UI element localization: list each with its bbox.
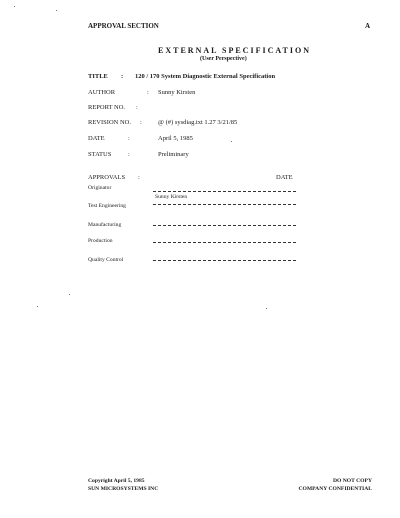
report-label: REPORT NO. xyxy=(88,104,126,111)
approvals-separator: : xyxy=(138,174,140,181)
company-line: SUN MICROSYSTEMS INC xyxy=(88,486,159,492)
scan-speck xyxy=(14,6,15,7)
title-label: TITLE xyxy=(88,73,108,80)
scan-speck xyxy=(69,294,70,295)
status-value: Preliminary xyxy=(158,151,189,158)
scan-speck xyxy=(266,308,267,309)
approval-row-label: Originator xyxy=(88,185,112,191)
approvals-date-heading: DATE xyxy=(276,174,293,181)
date-value: April 5, 1985 xyxy=(158,135,193,142)
signature-line xyxy=(153,191,296,192)
approvals-heading: APPROVALS xyxy=(88,174,126,181)
approval-row-label: Test Engineering xyxy=(88,203,126,209)
author-separator: : xyxy=(147,89,149,96)
signature-line xyxy=(153,204,296,205)
confidential-notice: COMPANY CONFIDENTIAL xyxy=(298,486,372,492)
report-separator: : xyxy=(136,104,138,111)
title-value: 120 / 170 System Diagnostic External Specification xyxy=(135,73,276,80)
signature-line xyxy=(153,225,296,226)
spec-title: EXTERNAL SPECIFICATION xyxy=(158,46,311,55)
status-separator: : xyxy=(128,151,130,158)
date-label: DATE xyxy=(88,135,105,142)
signature-line xyxy=(153,242,296,243)
approval-row-label: Manufacturing xyxy=(88,222,122,228)
copyright-line: Copyright April 5, 1985 xyxy=(88,478,145,484)
scan-speck xyxy=(231,141,232,142)
section-heading: APPROVAL SECTION xyxy=(88,22,159,30)
approval-row-signer: Sunny Kirsten xyxy=(155,194,188,200)
revision-separator: : xyxy=(140,119,142,126)
approval-row-label: Production xyxy=(88,238,113,244)
section-marker: A xyxy=(365,22,371,30)
scan-speck xyxy=(56,10,57,11)
date-separator: : xyxy=(128,135,130,142)
spec-subtitle: (User Perspective) xyxy=(200,56,247,62)
status-label: STATUS xyxy=(88,151,112,158)
do-not-copy-notice: DO NOT COPY xyxy=(332,478,372,484)
author-label: AUTHOR xyxy=(88,89,116,96)
approval-row-label: Quality Control xyxy=(88,257,124,263)
author-value: Sunny Kirsten xyxy=(158,89,196,96)
revision-label: REVISION NO. xyxy=(88,119,131,126)
signature-line xyxy=(153,260,296,261)
title-separator: : xyxy=(121,73,124,80)
revision-value: @ (#) sysdiag.txt 1.27 3/21/85 xyxy=(158,119,238,126)
scan-speck xyxy=(37,306,38,307)
